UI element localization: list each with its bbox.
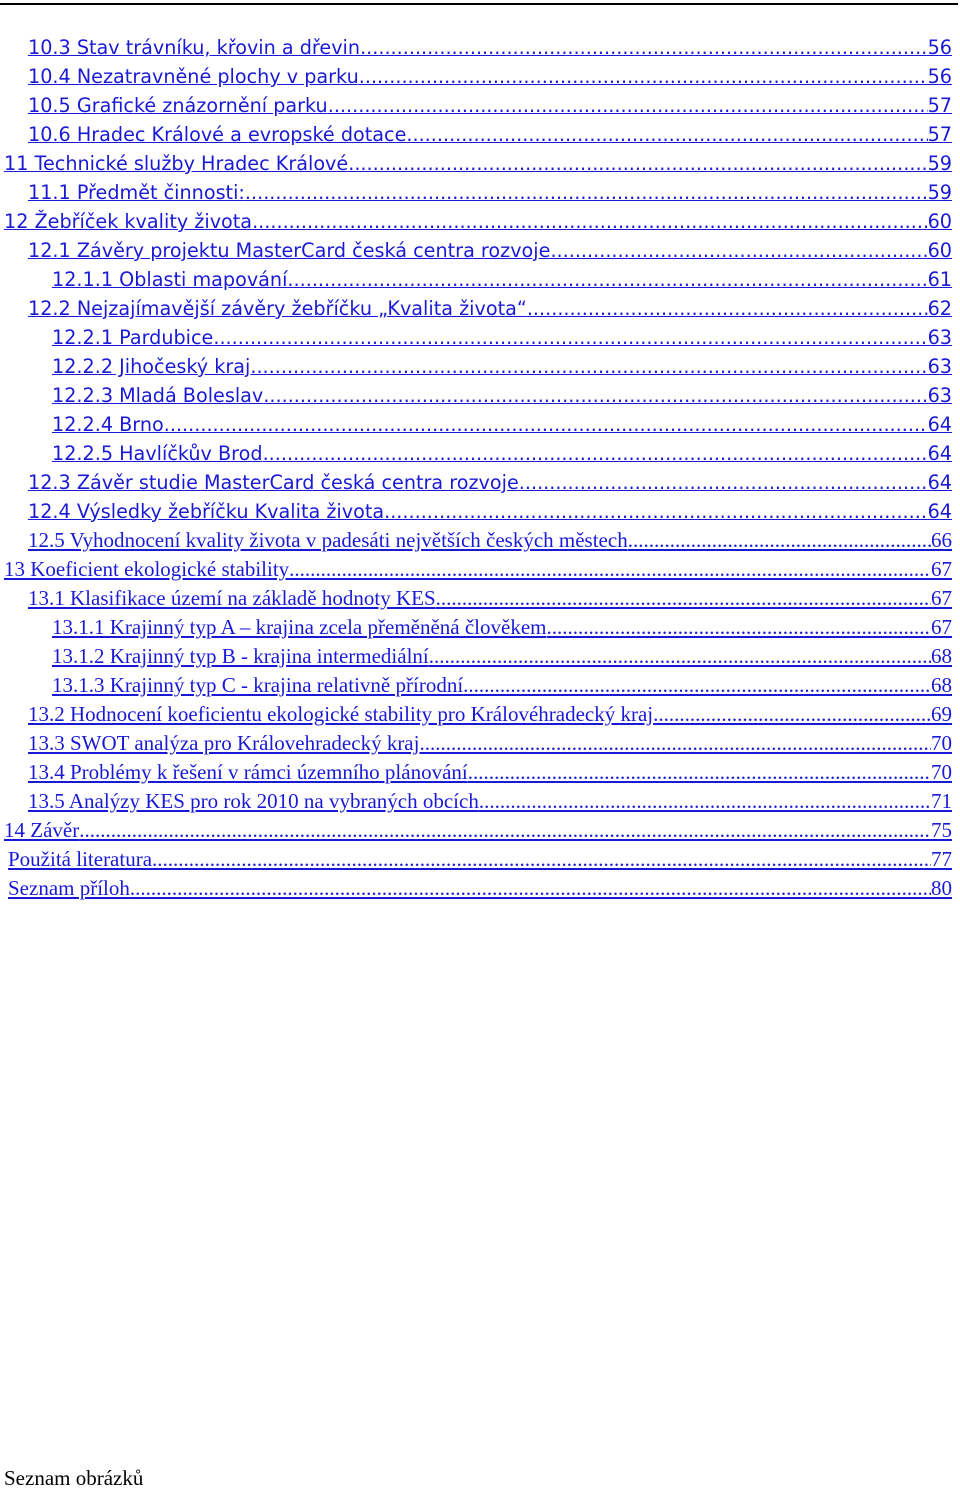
toc-leader xyxy=(252,207,928,236)
toc-entry-label: 12.2.1 Pardubice xyxy=(52,326,214,349)
toc-entry-11[interactable] xyxy=(4,149,952,178)
toc-page-number: 60 xyxy=(927,239,952,262)
toc-entry-label: 12.4 Výsledky žebříčku Kvalita života xyxy=(28,500,385,523)
toc-entry-label: 13.1.1 Krajinný typ A – krajina zcela přeměněná člověkem xyxy=(52,615,547,639)
toc-page-number: 80 xyxy=(931,876,952,900)
toc-entry-label: 13.1.2 Krajinný typ B - krajina intermediální xyxy=(52,644,429,668)
toc-page-number: 64 xyxy=(927,413,952,436)
toc-entry-label: 12.2.2 Jihočeský kraj xyxy=(52,355,251,378)
toc-entry-12-5[interactable] xyxy=(28,526,952,555)
toc-leader xyxy=(550,236,927,265)
toc-leader xyxy=(164,410,928,439)
toc-page-number: 57 xyxy=(927,123,952,146)
toc-entry-12-2-1[interactable] xyxy=(52,323,952,352)
toc-entry-literature[interactable] xyxy=(8,845,952,874)
toc-page-number: 67 xyxy=(931,557,952,581)
toc-leader xyxy=(359,62,928,91)
toc-entry-13-1[interactable] xyxy=(28,584,952,613)
toc-entry-11-1[interactable] xyxy=(28,178,952,207)
toc-leader xyxy=(328,91,928,120)
toc-leader xyxy=(130,874,931,903)
top-rule xyxy=(0,3,958,5)
toc-leader xyxy=(152,845,931,874)
toc-page-number: 69 xyxy=(931,702,952,726)
toc-leader xyxy=(360,33,928,62)
toc-entry-12-4[interactable] xyxy=(28,497,952,526)
toc-entry-label: 13.2 Hodnocení koeficientu ekologické stability pro Královéhradecký kraj xyxy=(28,702,654,726)
toc-leader xyxy=(250,352,927,381)
toc-page-number: 64 xyxy=(927,500,952,523)
toc-leader xyxy=(406,120,927,149)
toc-entry-13-4[interactable] xyxy=(28,758,952,787)
toc-leader xyxy=(287,265,927,294)
toc-page-number: 63 xyxy=(927,355,952,378)
toc-entry-appendices[interactable] xyxy=(8,874,952,903)
toc-leader xyxy=(245,178,928,207)
toc-entry-10-3[interactable] xyxy=(28,33,952,62)
toc-page-number: 67 xyxy=(931,615,952,639)
toc-entry-label: 10.3 Stav trávníku, křovin a dřevin xyxy=(28,36,361,59)
toc-page-number: 63 xyxy=(927,326,952,349)
toc-entry-13-1-3[interactable] xyxy=(52,671,952,700)
toc-leader xyxy=(628,526,931,555)
toc-leader xyxy=(547,613,932,642)
toc-entry-12-3[interactable] xyxy=(28,468,952,497)
toc-entry-label: 12.1.1 Oblasti mapování xyxy=(52,268,288,291)
toc-page-number: 62 xyxy=(927,297,952,320)
toc-entry-label: Použitá literatura xyxy=(8,847,153,871)
toc-entry-label: 12.2 Nejzajímavější závěry žebříčku „Kvalita života“ xyxy=(28,297,527,320)
toc-leader xyxy=(79,816,931,845)
toc-leader xyxy=(519,468,928,497)
toc-leader xyxy=(429,642,931,671)
toc-leader xyxy=(289,555,931,584)
toc-entry-12[interactable] xyxy=(4,207,952,236)
toc-leader xyxy=(263,439,928,468)
toc-entry-13[interactable] xyxy=(4,555,952,584)
toc-leader xyxy=(213,323,927,352)
toc-entry-label: 13.3 SWOT analýza pro Královehradecký kraj xyxy=(28,731,420,755)
toc-entry-13-1-2[interactable] xyxy=(52,642,952,671)
toc-leader xyxy=(468,758,931,787)
toc-entry-12-1-1[interactable] xyxy=(52,265,952,294)
toc-entry-label: 10.6 Hradec Králové a evropské dotace xyxy=(28,123,407,146)
toc-entry-label: 12.2.3 Mladá Boleslav xyxy=(52,384,264,407)
toc-page-number: 63 xyxy=(927,384,952,407)
toc-page-number: 61 xyxy=(927,268,952,291)
toc-page-number: 75 xyxy=(931,818,952,842)
toc-entry-label: 13 Koeficient ekologické stability xyxy=(4,557,290,581)
toc-entry-label: 12.2.4 Brno xyxy=(52,413,164,436)
toc-entry-label: 12.2.5 Havlíčkův Brod xyxy=(52,442,263,465)
toc-page-number: 56 xyxy=(927,65,952,88)
toc-entry-10-5[interactable] xyxy=(28,91,952,120)
toc-entry-13-5[interactable] xyxy=(28,787,952,816)
toc-page-number: 60 xyxy=(927,210,952,233)
toc-entry-label: 12.1 Závěry projektu MasterCard česká centra rozvoje xyxy=(28,239,551,262)
toc-entry-13-1-1[interactable] xyxy=(52,613,952,642)
toc-entry-label: 11.1 Předmět činnosti: xyxy=(28,181,245,204)
toc-leader xyxy=(384,497,927,526)
toc-page-number: 56 xyxy=(927,36,952,59)
toc-entry-label: 13.1.3 Krajinný typ C - krajina relativně přírodní xyxy=(52,673,464,697)
section-heading: Seznam obrázků xyxy=(4,1466,144,1490)
toc-page-number: 59 xyxy=(927,181,952,204)
toc-entry-label: 13.1 Klasifikace území na základě hodnoty KES xyxy=(28,586,436,610)
toc-entry-14[interactable] xyxy=(4,816,952,845)
toc-entry-label: Seznam příloh xyxy=(8,876,130,900)
toc-leader xyxy=(436,584,931,613)
toc-entry-label: 12.5 Vyhodnocení kvality života v padesáti největších českých městech xyxy=(28,528,628,552)
toc-page-number: 64 xyxy=(927,442,952,465)
toc-leader xyxy=(263,381,927,410)
toc-leader xyxy=(479,787,931,816)
toc-entry-10-6[interactable] xyxy=(28,120,952,149)
toc-page-number: 67 xyxy=(931,586,952,610)
toc-page-number: 59 xyxy=(927,152,952,175)
toc-entry-label: 13.4 Problémy k řešení v rámci územního plánování xyxy=(28,760,468,784)
toc-page-number: 57 xyxy=(927,94,952,117)
toc-entry-label: 12 Žebříček kvality života xyxy=(4,210,253,233)
toc-entry-10-4[interactable] xyxy=(28,62,952,91)
toc-leader xyxy=(653,700,931,729)
toc-entry-13-2[interactable] xyxy=(28,700,952,729)
toc-entry-label: 13.5 Analýzy KES pro rok 2010 na vybraných obcích xyxy=(28,789,479,813)
toc-page-number: 70 xyxy=(931,731,952,755)
toc-leader xyxy=(527,294,928,323)
toc-leader xyxy=(348,149,927,178)
toc-entry-12-1[interactable] xyxy=(28,236,952,265)
toc-entry-13-3[interactable] xyxy=(28,729,952,758)
toc-entry-12-2[interactable] xyxy=(28,294,952,323)
toc-entry-label: 10.5 Grafické znázornění parku xyxy=(28,94,328,117)
toc-page-number: 66 xyxy=(931,528,952,552)
toc-page-number: 64 xyxy=(927,471,952,494)
toc-page-number: 68 xyxy=(931,673,952,697)
toc-page-number: 68 xyxy=(931,644,952,668)
toc-entry-12-2-2[interactable] xyxy=(52,352,952,381)
toc-entry-label: 14 Závěr xyxy=(4,818,80,842)
toc-entry-12-2-5[interactable] xyxy=(52,439,952,468)
toc-page-number: 71 xyxy=(931,789,952,813)
toc-entry-label: 11 Technické služby Hradec Králové xyxy=(4,152,349,175)
toc-entry-label: 10.4 Nezatravněné plochy v parku xyxy=(28,65,359,88)
toc-entry-12-2-4[interactable] xyxy=(52,410,952,439)
toc-leader xyxy=(419,729,931,758)
toc-entry-12-2-3[interactable] xyxy=(52,381,952,410)
toc-page-number: 70 xyxy=(931,760,952,784)
toc-page-number: 77 xyxy=(931,847,952,871)
toc-leader xyxy=(463,671,931,700)
toc-entry-label: 12.3 Závěr studie MasterCard česká centra rozvoje xyxy=(28,471,519,494)
